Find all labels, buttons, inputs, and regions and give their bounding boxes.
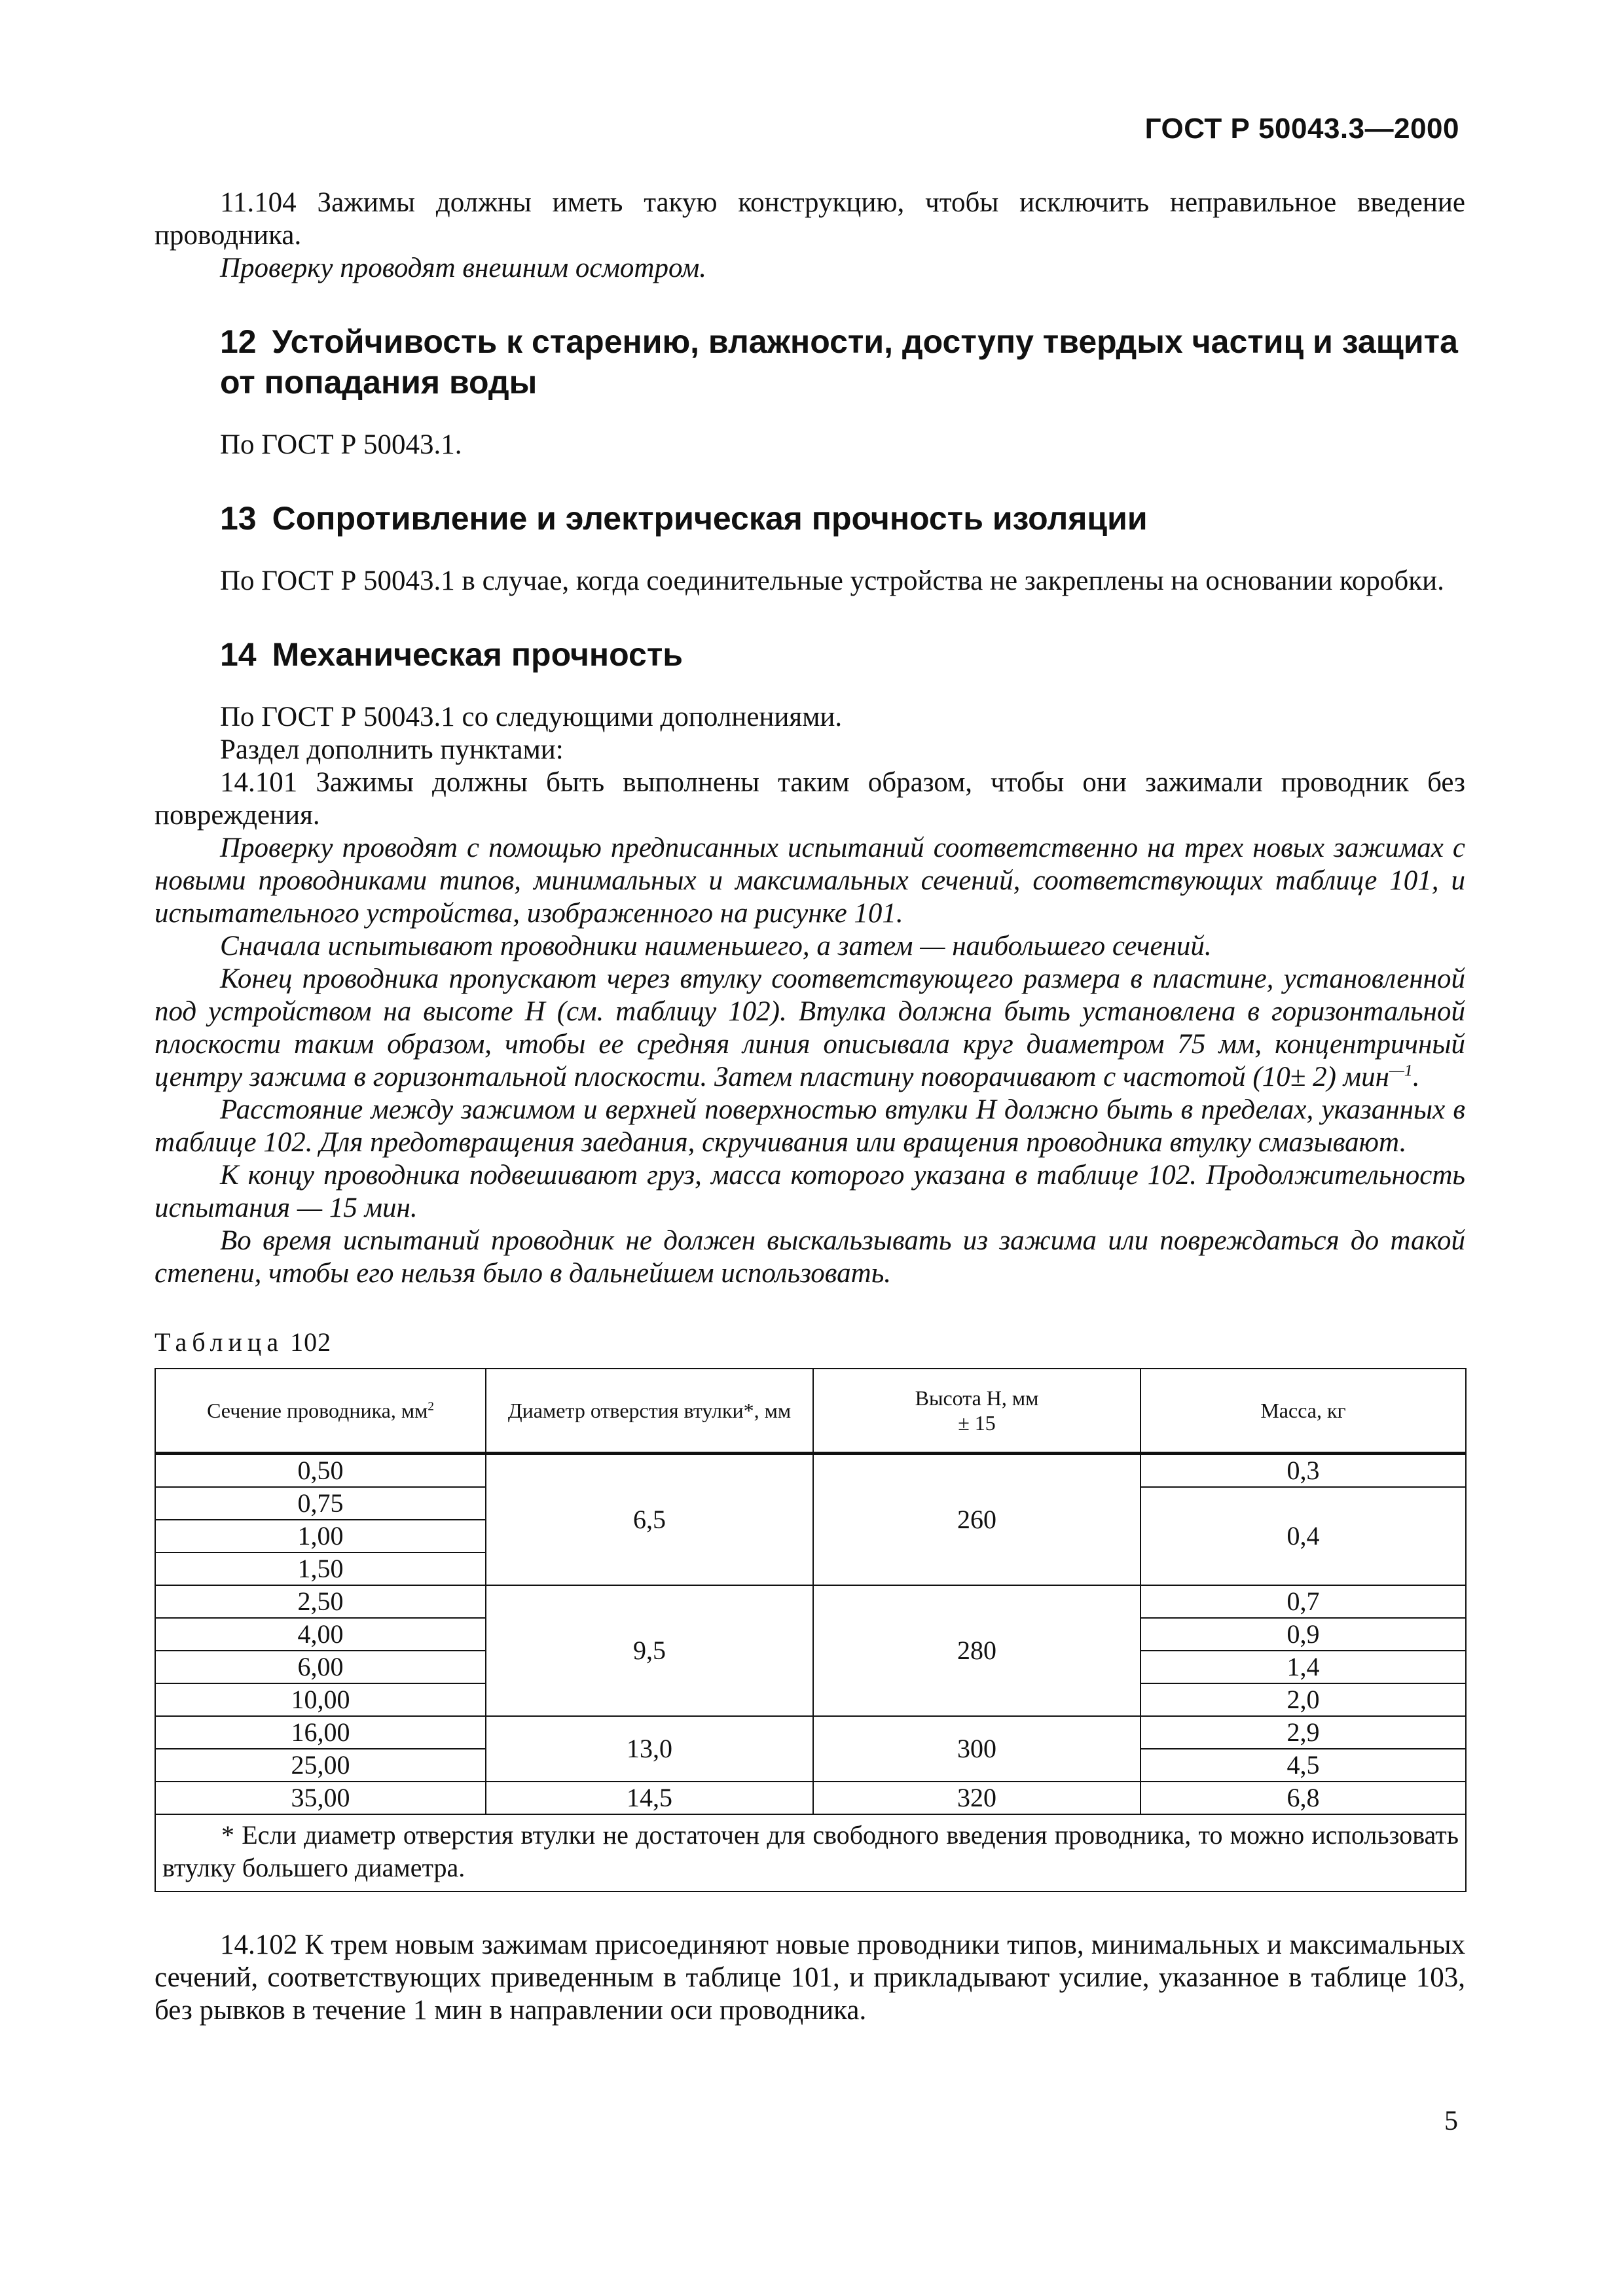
- cell-height: 260: [813, 1454, 1140, 1586]
- clause-11-104-check: Проверку проводят внешним осмотром.: [220, 253, 707, 283]
- clause-14-101-test-6: Во время испытаний проводник не должен выскальзывать из зажима или повреждаться до такой степени, чтобы его нельзя было в дальнейшем использовать.: [155, 1225, 1465, 1289]
- page-number: 5: [1444, 2106, 1458, 2136]
- table-row: [155, 1782, 1466, 1814]
- section-12-body: По ГОСТ Р 50043.1.: [220, 429, 462, 460]
- section-12-number: 12: [220, 323, 257, 360]
- page-content: [155, 187, 1465, 2027]
- document-header-id: ГОСТ Р 50043.3—2000: [1144, 113, 1459, 145]
- header-height: Высота H, мм ± 15: [813, 1369, 1140, 1454]
- cell-mass: 2,0: [1140, 1683, 1466, 1716]
- section-14-intro-2: Раздел дополнить пунктами:: [220, 734, 564, 765]
- cell-height: 320: [813, 1782, 1140, 1814]
- clause-11-104: 11.104 Зажимы должны иметь такую конструкцию, чтобы исключить неправильное введение проводника.: [155, 187, 1465, 251]
- cell-section: 0,75: [155, 1487, 486, 1520]
- cell-mass: 0,9: [1140, 1618, 1466, 1651]
- cell-section: 10,00: [155, 1683, 486, 1716]
- section-13-heading: [155, 498, 1465, 539]
- cell-section: 35,00: [155, 1782, 486, 1814]
- cell-mass: 4,5: [1140, 1749, 1466, 1782]
- cell-section: 0,50: [155, 1454, 486, 1488]
- clause-14-101-test-3: Конец проводника пропускают через втулку соответствующего размера в пластине, установленной под устройством на высоте H (см. таблицу 102). Втулка должна быть установлена в горизонтальной плоскости таким образом, чтобы ее средняя линия описывала круг диаметром 75 мм, концентричный центру зажима в горизонтальной плоскости. Затем пластину поворачивают с частотой (10± 2) мин$^{—1}$.: [155, 963, 1465, 1092]
- cell-mass: 0,4: [1140, 1487, 1466, 1585]
- cell-height: 300: [813, 1716, 1140, 1782]
- cell-diameter: 6,5: [486, 1454, 813, 1586]
- section-14-heading: [155, 634, 1465, 675]
- section-12-title-line2: от попадания воды: [220, 364, 538, 401]
- section-14-number: 14: [220, 636, 257, 673]
- cell-section: 1,00: [155, 1520, 486, 1552]
- section-13-title: Сопротивление и электрическая прочность изоляции: [272, 500, 1148, 537]
- cell-mass: 6,8: [1140, 1782, 1466, 1814]
- section-12-heading: [155, 321, 1465, 403]
- cell-diameter: 14,5: [486, 1782, 813, 1814]
- clause-14-101-test-3-text: Конец проводника пропускают через втулку соответствующего размера в пластине, установленной под устройством на высоте H (см. таблицу 102). Втулка должна быть установлена в горизонтальной плоскости таким образом, чтобы ее средняя линия описывала круг диаметром 75 мм, концентричный центру зажима в горизонтальной плоскости. Затем пластину поворачивают с частотой (10± 2) мин: [155, 963, 1465, 1092]
- cell-mass: 1,4: [1140, 1651, 1466, 1683]
- cell-mass: 0,3: [1140, 1454, 1466, 1488]
- cell-mass: 2,9: [1140, 1716, 1466, 1749]
- rotation-exponent: —1: [1389, 1060, 1413, 1080]
- clause-14-101-test-4: Расстояние между зажимом и верхней поверхностью втулки H должно быть в пределах, указанных в таблице 102. Для предотвращения заедания, скручивания или вращения проводника втулку смазывают.: [155, 1094, 1465, 1158]
- table-102: [155, 1368, 1467, 1892]
- section-13-number: 13: [220, 500, 257, 537]
- table-row: [155, 1454, 1466, 1488]
- table-row: [155, 1716, 1466, 1749]
- clause-14-101: 14.101 Зажимы должны быть выполнены таким образом, чтобы они зажимали проводник без повреждения.: [155, 767, 1465, 831]
- cell-section: 25,00: [155, 1749, 486, 1782]
- table-row: [155, 1585, 1466, 1618]
- cell-diameter: 9,5: [486, 1585, 813, 1716]
- table-102-number: 102: [290, 1327, 332, 1357]
- clause-14-101-test-5: К концу проводника подвешивают груз, масса которого указана в таблице 102. Продолжительность испытания — 15 мин.: [155, 1160, 1465, 1223]
- header-conductor-section: Сечение проводника, $мм^2$: [155, 1369, 486, 1454]
- table-footnote-row: [155, 1814, 1466, 1892]
- clause-14-102: 14.102 К трем новым зажимам присоединяют новые проводники типов, минимальных и максимальных сечений, соответствующих приведенным в таблице 101, и прикладывают усилие, указанное в таблице 103, без рывков в течение 1 мин в направлении оси проводника.: [155, 1929, 1465, 2026]
- cell-section: 16,00: [155, 1716, 486, 1749]
- cell-diameter: 13,0: [486, 1716, 813, 1782]
- cell-section: 1,50: [155, 1552, 486, 1585]
- clause-14-101-test-1: Проверку проводят с помощью предписанных испытаний соответственно на трех новых зажимах с новыми проводниками типов, минимальных и максимальных сечений, соответствующих таблице 101, и испытательного устройства, изображенного на рисунке 101.: [155, 833, 1465, 929]
- cell-height: 280: [813, 1585, 1140, 1716]
- clause-14-101-test-2: Сначала испытывают проводники наименьшего, а затем — наибольшего сечений.: [220, 931, 1212, 961]
- table-footnote: * Если диаметр отверстия втулки не достаточен для свободного введения проводника, то можно использовать втулку большего диаметра.: [155, 1814, 1466, 1892]
- table-102-caption: Таблица 102: [155, 1327, 332, 1357]
- section-14-intro-1: По ГОСТ Р 50043.1 со следующими дополнениями.: [220, 702, 843, 732]
- cell-section: 6,00: [155, 1651, 486, 1683]
- cell-section: 4,00: [155, 1618, 486, 1651]
- cell-mass: 0,7: [1140, 1585, 1466, 1618]
- table-header-row: [155, 1369, 1466, 1454]
- section-13-body: По ГОСТ Р 50043.1 в случае, когда соединительные устройства не закреплены на основании коробки.: [220, 565, 1444, 596]
- header-bushing-diameter: Диаметр отверстия втулки*, мм: [486, 1369, 813, 1454]
- section-14-title: Механическая прочность: [272, 636, 684, 673]
- section-12-title-line1: Устойчивость к старению, влажности, доступу твердых частиц и защита: [272, 323, 1458, 360]
- cell-section: 2,50: [155, 1585, 486, 1618]
- header-mass: Масса, кг: [1140, 1369, 1466, 1454]
